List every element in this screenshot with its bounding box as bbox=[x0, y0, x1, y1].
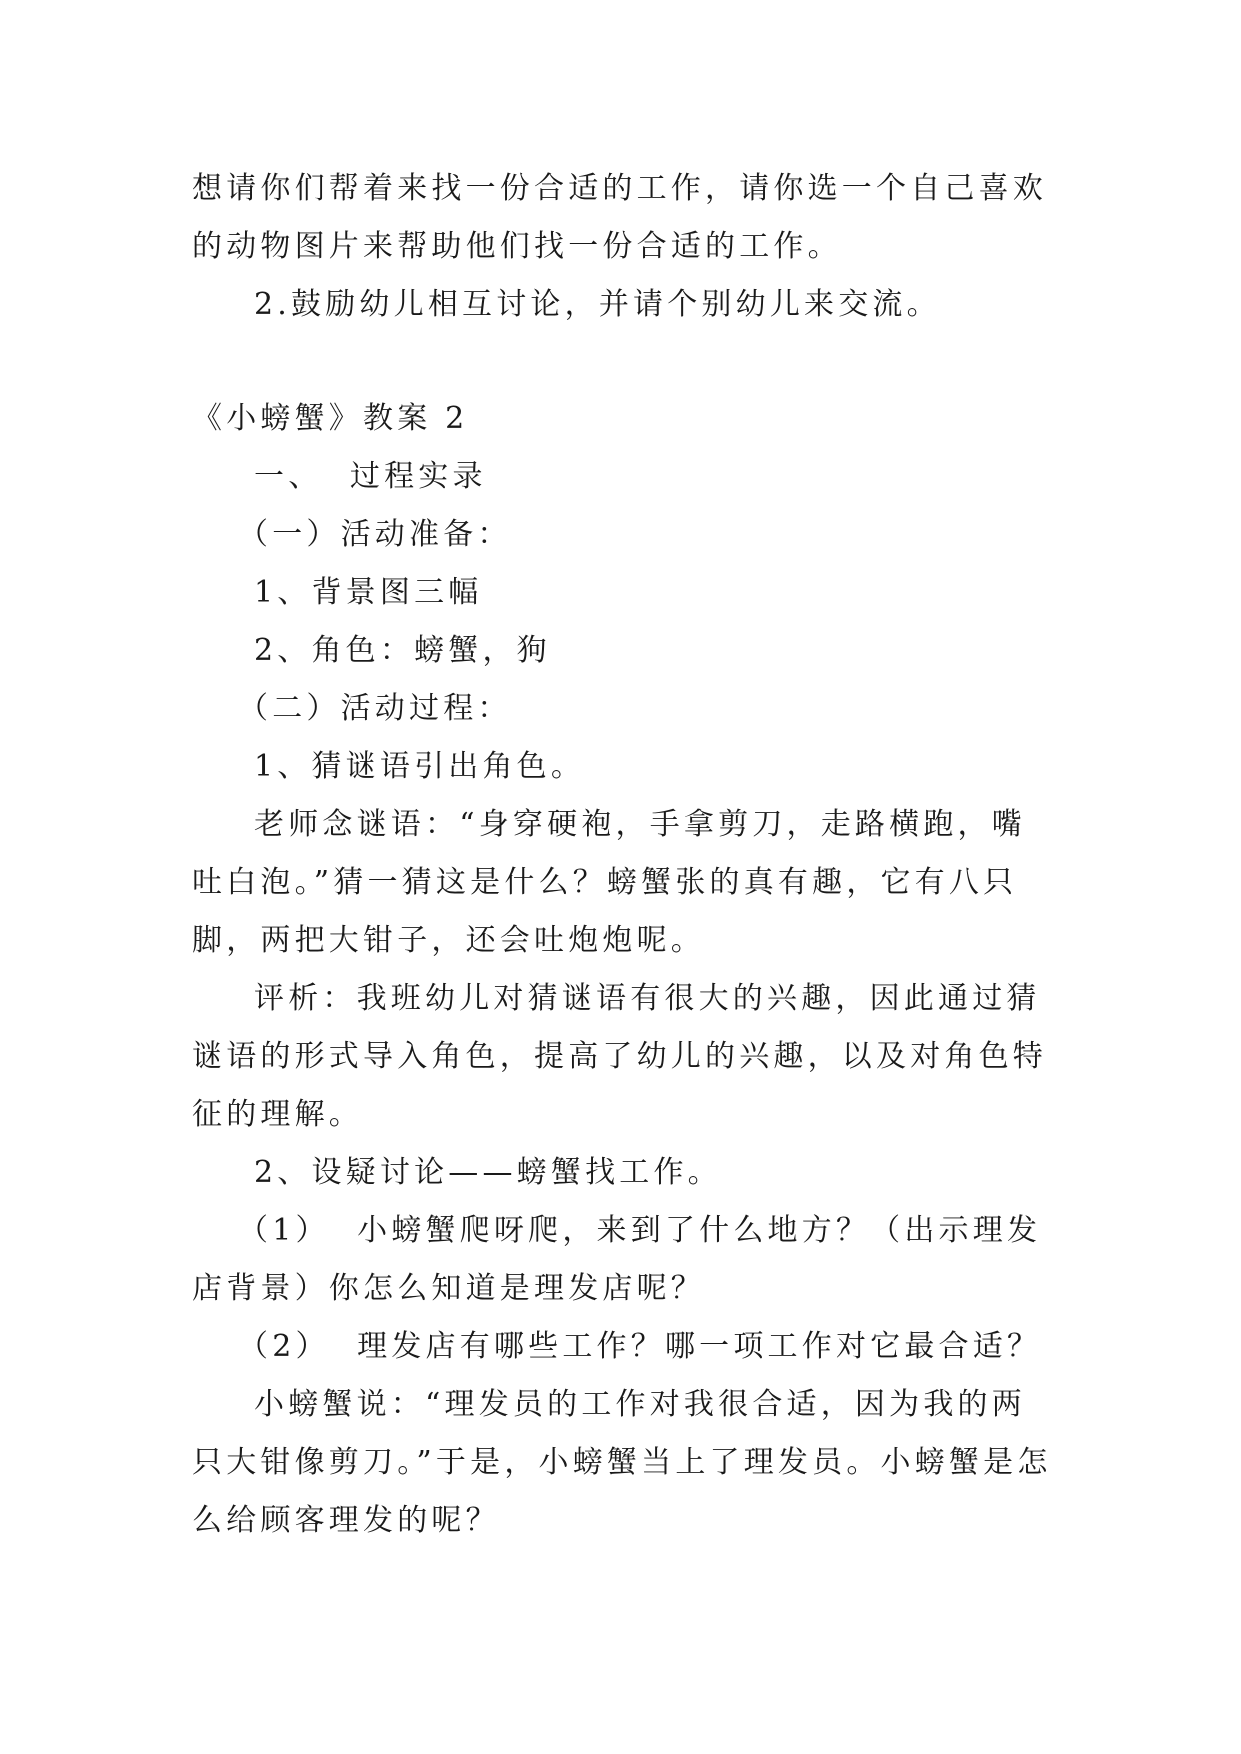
subheading-activity-process: （二）活动过程： bbox=[238, 691, 512, 726]
section-heading-process: 一、 过程实录 bbox=[254, 459, 487, 494]
paragraph-crab-barber: 小螃蟹说：“理发员的工作对我很合适，因为我的两只大钳像剪刀。”于是，小螃蟹当上了理发员。小螃蟹是怎么给顾客理发的呢？ bbox=[192, 1387, 1052, 1538]
subheading-preparation: （一）活动准备： bbox=[238, 517, 512, 552]
list-item-roles: 2、角色：螃蟹，狗 bbox=[254, 633, 551, 668]
document-title: 《小螃蟹》教案 2 bbox=[192, 401, 469, 436]
question-2: （2） 理发店有哪些工作？哪一项工作对它最合适？ bbox=[238, 1329, 1042, 1364]
question-1: （1） 小螃蟹爬呀爬，来到了什么地方？（出示理发店背景）你怎么知道是理发店呢？ bbox=[192, 1213, 1042, 1306]
document-body bbox=[192, 160, 1052, 1550]
list-item-backgrounds: 1、背景图三幅 bbox=[254, 575, 483, 610]
step-discussion: 2、设疑讨论——螃蟹找工作。 bbox=[254, 1155, 722, 1190]
paragraph-intro-continuation: 想请你们帮着来找一份合适的工作，请你选一个自己喜欢的动物图片来帮助他们找一份合适的工作。 bbox=[192, 171, 1047, 264]
paragraph-analysis: 评析：我班幼儿对猜谜语有很大的兴趣，因此通过猜谜语的形式导入角色，提高了幼儿的兴趣，以及对角色特征的理解。 bbox=[192, 981, 1047, 1132]
paragraph-step-2: 2.鼓励幼儿相互讨论，并请个别幼儿来交流。 bbox=[254, 287, 941, 322]
step-riddle: 1、猜谜语引出角色。 bbox=[254, 749, 586, 784]
paragraph-riddle-text: 老师念谜语：“身穿硬袍，手拿剪刀，走路横跑，嘴吐白泡。”猜一猜这是什么？螃蟹张的真有趣，它有八只脚，两把大钳子，还会吐炮炮呢。 bbox=[192, 807, 1026, 958]
